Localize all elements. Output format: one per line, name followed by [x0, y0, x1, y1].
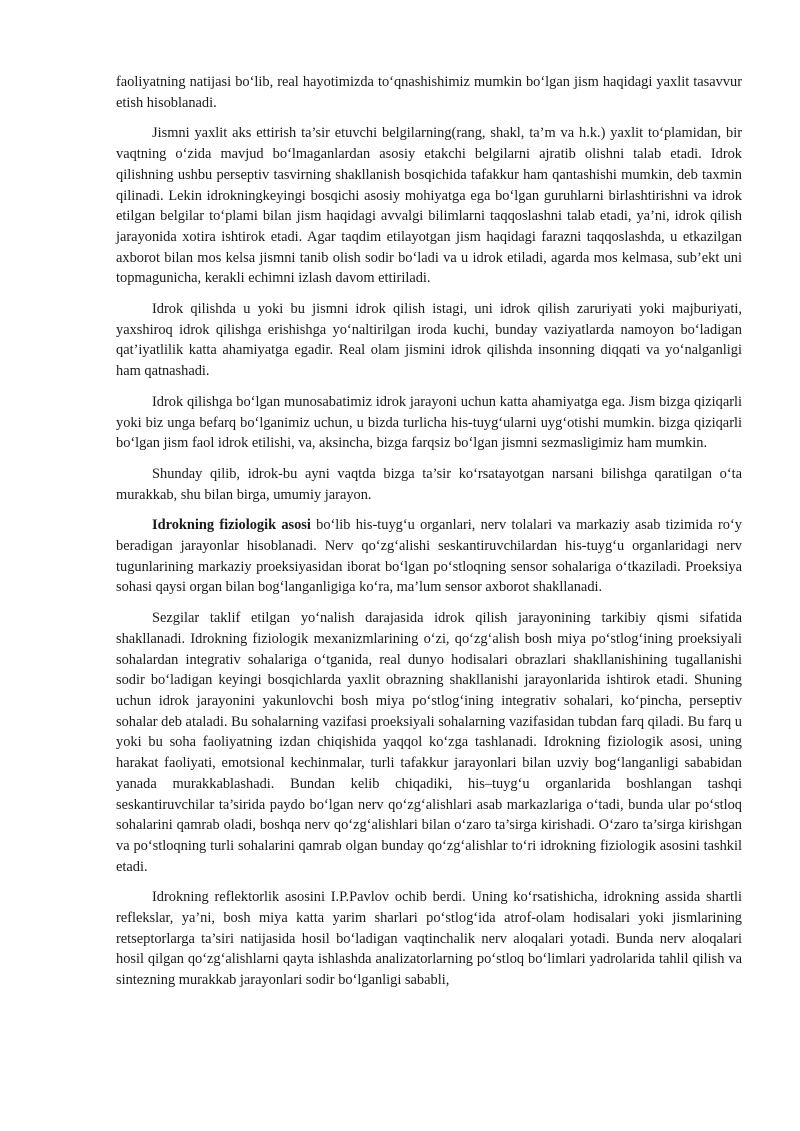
- paragraph-1: faoliyatning natijasi bo‘lib, real hayotimizda to‘qnashishimiz mumkin bo‘lgan jism haqidagi yaxlit tasavvur etish hisoblanadi.: [116, 74, 742, 111]
- paragraph-2: Jismni yaxlit aks ettirish ta’sir etuvchi belgilarning(rang, shakl, ta’m va h.k.) yaxlit to‘plamidan, bir vaqtning o‘zida mavjud bo‘lmaganlardan asosiy etakchi belgilarni ajratib olishni talab etadi. Idrok qilishning ushbu perseptiv tasvirning shakllanish bosqichida tafakkur ham qantashishi mumkin, deb taxmin qilinadi. Lekin idrokningkeyingi bosqichi asosiy mohiyatga ega bo‘lgan guruhlarni birlashtirishni va idrok etilgan belgilar to‘plami bilan jism haqidagi avvalgi bilimlarni taqqoslashni talab etadi, ya’ni, idrok qilish jarayonida xotira ishtirok etadi. Agar taqdim etilayotgan jism haqidagi farazni taqqoslashda, u etkazilgan axborot bilan mos kelsa jismni tanib olish sodir bo‘ladi va u idrok etiladi, agarda mos kelmasa, sub’ekt uni topmagunicha, kerakli echimni izlash davom ettiriladi.: [116, 125, 742, 287]
- paragraph-7: Sezgilar taklif etilgan yo‘nalish darajasida idrok qilish jarayonining tarkibiy qismi sifatida shakllanadi. Idrokning fiziologik mexanizmlarining o‘zi, qo‘zg‘alish bosh miya po‘stlog‘ining proeksiyali sohalardan integrativ sohalariga o‘tganida, real dunyo hodisalari obrazlari shakllanishining tugallanishi sodir bo‘ladigan keyingi bosqichlarda yaxlit obrazning shakllanishi jarayonlarida ishtirok etadi. Shuning uchun idrok jarayonini yakunlovchi bosh miya po‘stlog‘ining integrativ sohalari, ko‘pincha, perseptiv sohalar deb ataladi. Bu sohalarning vazifasi proeksiyali sohalarning vazifasidan tubdan farq qiladi. Bu farq u yoki bu soha faoliyatning izdan chiqishida yaqqol ko‘zga tashlanadi. Idrokning fiziologik asosi, uning harakat faoliyati, emotsional kechinmalar, turli tafakkur jarayonlari bilan uzviy bog‘langanligi sababidan yanada murakkablashadi. Bundan kelib chiqadiki, his–tuyg‘u organlarida boshlangan tashqi seskantiruvchilar ta’sirida paydo bo‘lgan nerv qo‘zg‘alishlari asab markazlariga o‘tadi, bunda ular po‘stloq sohalarini qamrab oladi, boshqa nerv qo‘zg‘alishlari bilan o‘zaro ta’sirga kirishadi. O‘zaro ta’sirga kirishgan va po‘stloqning turli sohalarini qamrab olgan bunday qo‘zg‘alishlar to‘ri idrokning fiziologik asosini tashkil etadi.: [116, 610, 742, 875]
- paragraph-4: Idrok qilishga bo‘lgan munosabatimiz idrok jarayoni uchun katta ahamiyatga ega. Jism bizga qiziqarli yoki biz unga befarq bo‘lganimiz uchun, u bizda turlicha his-tuyg‘ularni uyg‘otishi mumkin. bizga qiziqarli bo‘lgan jism faol idrok etilishi, va, aksincha, bizga farqsiz bo‘lgan jismni sezmasligimiz ham mumkin.: [116, 393, 742, 452]
- paragraph-6: [116, 515, 742, 598]
- paragraph-3: Idrok qilishda u yoki bu jismni idrok qilish istagi, uni idrok qilish zaruriyati yoki majburiyati, yaxshiroq idrok qilishga erishishga yo‘naltirilgan iroda kuchi, bunday vaziyatlarda namoyon bo‘ladigan qat’iyatlilik katta ahamiyatga egadir. Real olam jismini idrok qilishda insonning diqqati va yo‘nalganligi ham qatnashadi.: [116, 301, 742, 380]
- paragraph-5: Shunday qilib, idrok-bu ayni vaqtda bizga ta’sir ko‘rsatayotgan narsani bilishga qaratilgan o‘ta murakkab, shu bilan birga, umumiy jarayon.: [116, 465, 742, 503]
- paragraph-8: Idrokning reflektorlik asosini I.P.Pavlov ochib berdi. Uning ko‘rsatishicha, idrokning assida shartli reflekslar, ya’ni, bosh miya katta yarim sharlari po‘stlog‘ida atrof-olam hodisalari yoki jismlarining retseptorlarga ta’siri natijasida hosil bo‘ladigan vaqtinchalik nerv aloqalari yotadi. Bunda nerv aloqalari hosil qilgan qo‘zg‘alishlarni qayta ishlashda analizatorlarning po‘stloq bo‘limlari yadrolarida tahlil qilish va sintezning murakkab jarayonlari sodir bo‘lganligi sababli,: [116, 889, 742, 989]
- section-text: bo‘lib his-tuyg‘u organlari, nerv tolalari va markaziy asab tizimida ro‘y beradigan jarayonlar hisoblanadi. Nerv qo‘zg‘alishi seskantiruvchilardan his-tuyg‘u organlaridagi nerv tugunlarining markaziy proeksiyasidan iborat bo‘lgan po‘stloqning sensor sohalariga o‘tkaziladi. Proeksiya sohasi qaysi organ bilan bog‘langanligiga ko‘ra, ma’lum sensor axborot shakllanadi.: [116, 517, 742, 596]
- section-term: Idrokning fiziologik asosi: [152, 517, 311, 534]
